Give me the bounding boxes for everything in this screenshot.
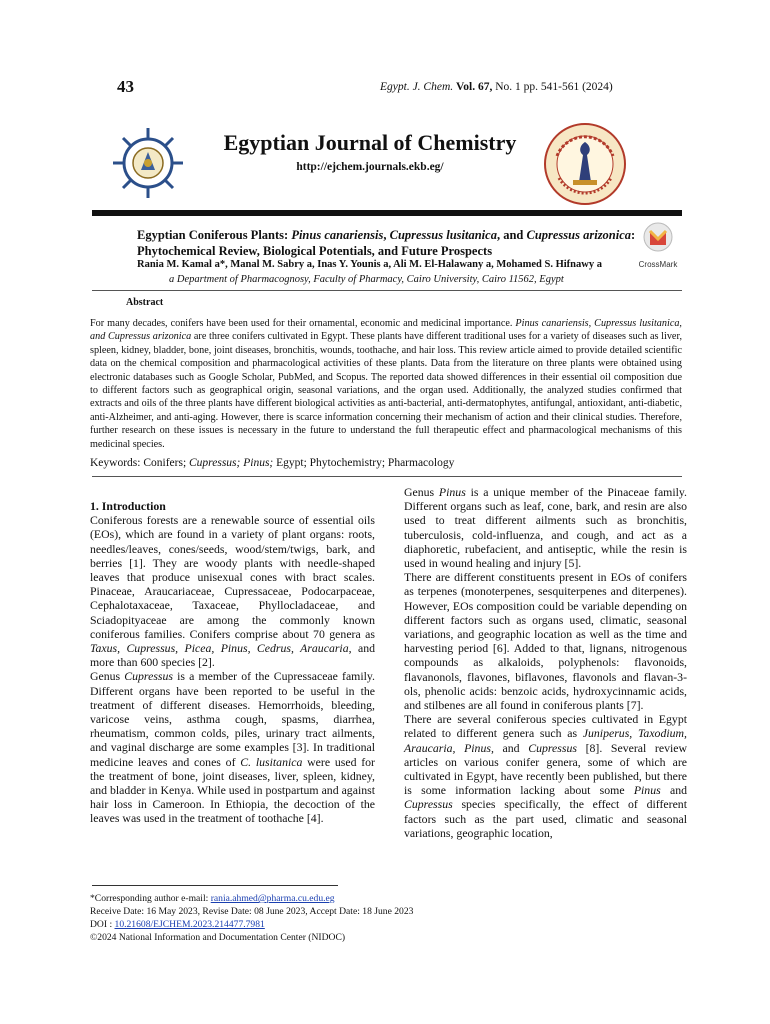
page-number: 43 xyxy=(117,77,134,96)
body-column-left xyxy=(90,499,375,826)
author-email-link[interactable]: rania.ahmed@pharma.cu.edu.eg xyxy=(210,893,335,904)
body-column-right xyxy=(404,485,687,840)
doi-link[interactable]: 10.21608/EJCHEM.2023.214477.7981 xyxy=(114,919,265,930)
corresponding-author: *Corresponding author e-mail: rania.ahmed@pharma.cu.edu.eg xyxy=(90,893,335,904)
article-dates: Receive Date: 16 May 2023, Revise Date: 08 June 2023, Accept Date: 18 June 2023 xyxy=(90,906,414,917)
abstract-heading: Abstract xyxy=(126,297,164,308)
paragraph: Genus Pinus is a unique member of the Pinaceae family. Different organs such as leaf, cone, bark, and resin are also used to treat different ailments such as bronchitis, tuberculosis, cold-influenza, and cough, and act as a diaphoretic, rubefacient, and antiseptic, while the resin is used in wound healing and injury [5]. xyxy=(404,485,687,571)
author-list: Rania M. Kamal a*, Manal M. Sabry a, Inas Y. Younis a, Ali M. El-Halawany a, Mohamed S. Hifnawy a xyxy=(137,259,602,270)
section-heading-introduction: 1. Introduction xyxy=(90,499,166,513)
doi-line: DOI : 10.21608/EJCHEM.2023.214477.7981 xyxy=(90,919,265,930)
copyright: ©2024 National Information and Documentation Center (NIDOC) xyxy=(90,932,346,943)
footnote-rule xyxy=(92,885,338,886)
header-divider xyxy=(92,210,682,216)
affiliation: a Department of Pharmacognosy, Faculty of Pharmacy, Cairo University, Cairo 11562, Egypt xyxy=(169,274,564,285)
crossmark-label: CrossMark xyxy=(638,260,678,269)
journal-logo-icon xyxy=(107,122,189,204)
chemical-society-seal-icon xyxy=(543,122,627,206)
paragraph: There are different constituents present in EOs of conifers as terpenes (monoterpenes, sesquiterpenes and diterpenes). However, EOs composition could be variable depending on different factors such as organs used, climatic, seasonal variations, and geographic location as well as the time and harvesting period [6]. Added to that, lignans, nitrogenous compounds as alkaloids, polyphenols: flavonoids, flavanonols, flavones, biflavones, flavonols and flavan-3-ols, phenolic acids: benzoic acids, hydroxycinnamic acids, and stilbenes are all found in coniferous plants [7]. xyxy=(404,570,687,713)
paragraph: Coniferous forests are a renewable source of essential oils (EOs), which are found in a variety of plant organs: roots, needles/leaves, cones/seeds, wood/stem/twigs, bark, and berries [1]. They are woody plants with needle-shaped leaves that produce unisexual cones with bract scales. Pinaceae, Araucariaceae, Cupressaceae, Podocarpaceae, Cephalotaxaceae, Taxaceae, Phyllocladaceae, and Sciadopityaceae are among the commonly known coniferous families. Conifers comprise about 70 genera as Taxus, Cupressus, Picea, Pinus, Cedrus, Araucaria, and more than 600 species [2]. xyxy=(90,513,375,670)
journal-url[interactable]: http://ejchem.journals.ekb.eg/ xyxy=(296,161,444,173)
crossmark-badge[interactable] xyxy=(636,221,680,269)
journal-title: Egyptian Journal of Chemistry xyxy=(223,130,517,155)
abstract-text: For many decades, conifers have been used for their ornamental, economic and medicinal importance. Pinus canariensis, Cupressus lusitanica, and Cupressus arizonica are three conifers cultivated in Egypt. These plants have different traditional uses for a variety of diseases such as liver, spleen, kidney, bladder, bone, joint diseases, bronchitis, wounds, toothache, and hair loss. This review article aimed to provide detailed scientific data on the chemical composition and pharmacological activities of these plants. Data from the literature on three plants were obtained using electronic databases such as Google Scholar, PubMed, and Scopus. The reported data showed differences in their essential oil composition due to different factors such as geographical origin, seasonal variations, and the organ used. Additionally, the analyzed studies confirmed that extracts and oils of the three plants have different biological activities as anti-bacterial, anti-dermatophytes, antifungal, antioxidant, anti-diabetic, anti-Alzheimer, and anti-aging. However, there is scarce information concerning their mechanism of action and their clinical studies. Therefore, further research on these issues is necessary in the future to understand the full therapeutic effect and pharmacological mechanisms of this medicinal species. xyxy=(90,318,682,450)
crossmark-icon xyxy=(636,221,680,255)
paragraph: There are several coniferous species cultivated in Egypt related to different genera such as Juniperus, Taxodium, Araucaria, Pinus, and Cupressus [8]. Several review articles on various conifer genera, some of which are cultivated in Egypt, have recently been published, but there is some information lacking about some Pinus and Cupressus species specifically, the effect of different factors such as the part used, climatic and seasonal variations, geographic location, xyxy=(404,712,687,840)
journal-citation: Egypt. J. Chem. Vol. 67, No. 1 pp. 541-561 (2024) xyxy=(380,81,613,93)
keywords-bottom-rule xyxy=(92,476,682,477)
keywords: Keywords: Conifers; Cupressus; Pinus; Egypt; Phytochemistry; Pharmacology xyxy=(90,457,455,469)
abstract-top-rule xyxy=(92,290,682,291)
paragraph: Genus Cupressus is a member of the Cupressaceae family. Different organs have been reported to be useful in the treatment of different diseases. Hemorrhoids, bleeding, varicose veins, asthma cough, spasms, diarrhea, rheumatism, common colds, piles, urinary tract ailments, and vaginal discharge are some examples [3]. In traditional medicine leaves and cones of C. lusitanica were used for the treatment of bone, joint diseases, liver, spleen, kidney, and bladder in Kenya. While used in postpartum and against hair loss in Cameroon. In Ethiopia, the decoction of the leaves was used in the treatment of toothache [4]. xyxy=(90,669,375,826)
article-title: Egyptian Coniferous Plants: Pinus canariensis, Cupressus lusitanica, and Cupressus arizonica: Phytochemical Review, Biological Potentials, and Future Prospects xyxy=(137,228,636,258)
